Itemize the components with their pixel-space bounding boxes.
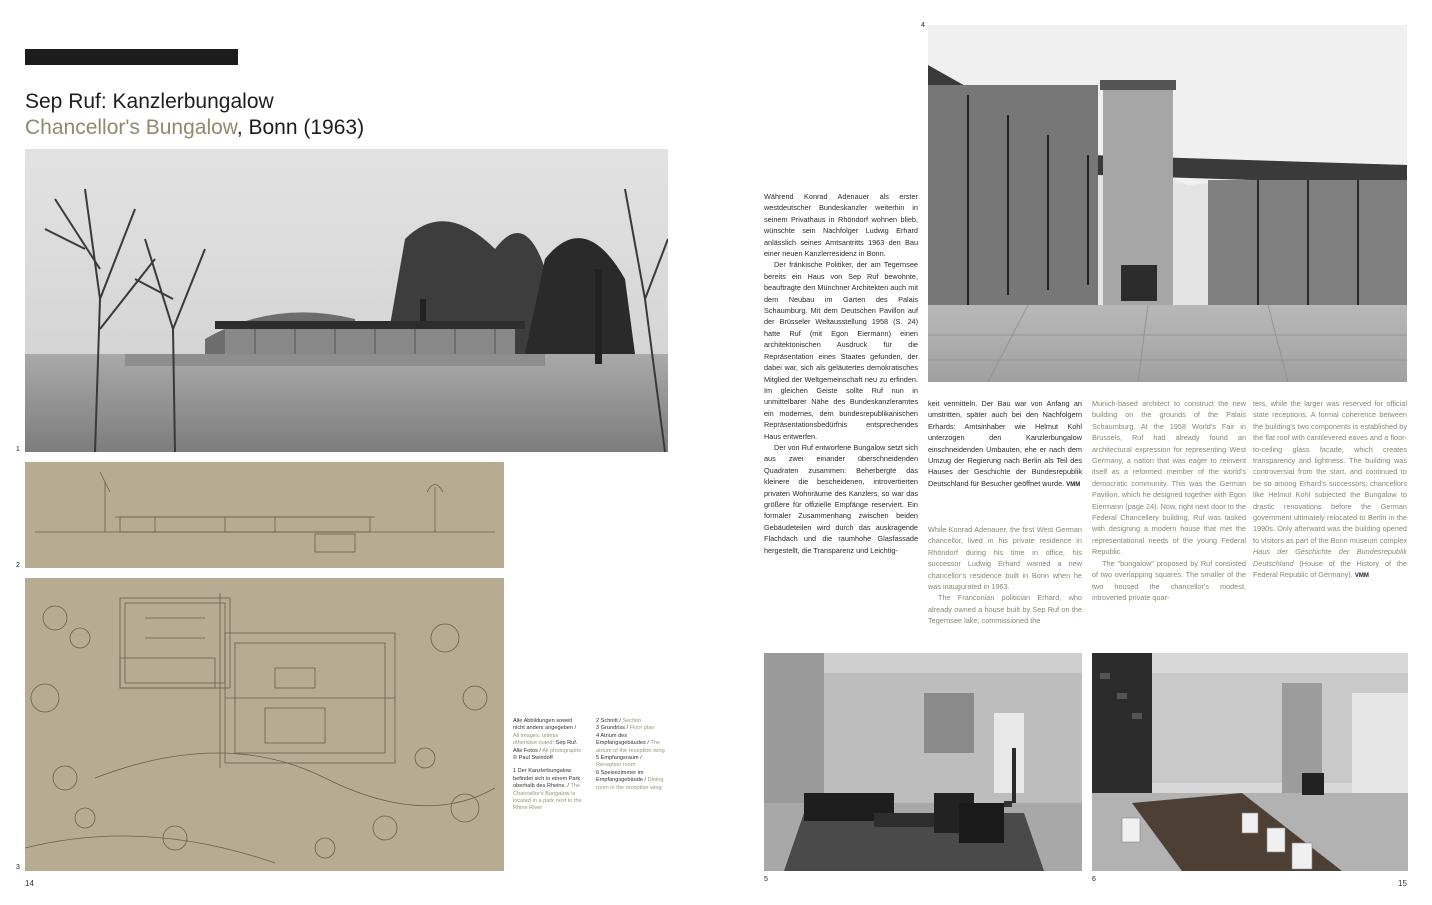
page-number-right: 15 — [1398, 879, 1407, 888]
caption-5-de: 5 Empfangsraum / — [596, 755, 642, 762]
credits-en: All images, unless otherwise noted: — [513, 732, 559, 747]
paragraph-en-2: The Franconian politician Erhard, who already owned a house built by Sep Ruf on the Tegernsee lake, commissioned the — [928, 593, 1082, 626]
caption-credits — [513, 718, 583, 813]
figure-number-2: 2 — [16, 562, 20, 569]
paragraph-de-1: Während Konrad Adenauer als erster westdeutscher Bundeskanzler weiterhin in seinem Privathaus in Rhöndorf wohnen blieb, wünschte sein Nachfolger Ludwig Erhard anlässlich seines Amtsantritts 1963 den Bau einer neuen Kanzlerresidenz in Bonn. — [764, 192, 918, 259]
caption-4-en: The atrium of the reception wing — [596, 740, 665, 754]
paragraph-en-5 — [1253, 398, 1407, 583]
caption-list — [596, 718, 666, 792]
floor-plan-drawing — [25, 578, 504, 871]
paragraph-de-2: Der fränkische Politiker, der am Tegernsee bereits ein Haus von Sep Ruf bewohnte, beauftragte den Münchner Architekten auch mit dem Neubau im Garten des Palais Schaumburg. Mit dem Deutschen Pavillon auf der Brüsseler Weltausstellung 1958 (S. 24) hatte Ruf (mit Egon Eiermann) einen architektonischen Ausdruck für die Repräsentation eines Staates gefunden, der dabei war, sich als geläutertes demokratisches Mitglied der Weltgemeinschaft neu zu erfinden. Im gleichen Geiste sollte Ruf nun in unmittelbarer Nähe des Bundeskanzleramtes ein modernes, dem bundesrepublikanischen Repräsentationsbedürfnis entsprechendes Haus entwerfen. — [764, 260, 918, 441]
body-english-col1 — [928, 524, 1082, 627]
photo-exterior-park — [25, 149, 668, 452]
figure-number-4: 4 — [921, 22, 925, 29]
paragraph-en-5-end: (House of the History of the Federal Republic of Germany). — [1253, 558, 1407, 580]
body-english-col2 — [1092, 398, 1246, 603]
caption-5-en: Reception room — [596, 762, 636, 769]
photo-reception-room — [764, 653, 1082, 871]
figure-number-5: 5 — [764, 876, 768, 883]
figure-number-6: 6 — [1092, 876, 1096, 883]
paragraph-de-4 — [928, 398, 1082, 491]
title-english-name: Chancellor's Bungalow — [25, 116, 237, 139]
section-drawing — [25, 462, 504, 568]
title-german: Sep Ruf: Kanzlerbungalow — [25, 90, 274, 113]
caption-2-de: 2 Schnitt / — [596, 718, 621, 724]
caption-1-en: The Chancellor's Bungalow is located in a park next to the Rhine River — [513, 783, 582, 812]
caption-3-en: Floor plan — [629, 725, 655, 732]
credits-de: Alle Abbildungen soweit nicht anders angegeben / — [513, 718, 577, 732]
credits-en-2: All photographs — [542, 747, 582, 754]
title-location-year: , Bonn (1963) — [236, 116, 365, 139]
author-signature-de: VMM — [1066, 481, 1081, 488]
body-german-col2 — [928, 398, 1082, 491]
body-german-col1 — [764, 191, 918, 556]
museum-name: Haus der Geschichte der Bundesrepublik Deutschland — [1253, 547, 1407, 568]
figure-number-3: 3 — [16, 864, 20, 871]
caption-4-de: 4 Atrium des Empfangsgebäudes / — [596, 732, 649, 747]
photo-atrium — [928, 25, 1407, 382]
body-english-col3 — [1253, 398, 1407, 583]
page-number-left: 14 — [25, 879, 34, 888]
photo-dining-room — [1092, 653, 1408, 871]
caption-2-en: Section — [622, 718, 642, 724]
caption-1-de: 1 Der Kanzlerbungalow befindet sich in einem Park oberhalb des Rheins. / — [513, 768, 581, 790]
paragraph-en-3: Munich-based architect to construct the new building on the grounds of the Palais Schaumburg. At the 1958 World's Fair in Brussels, Ruf had already found an architectural expression for representing West Germany, a nation that was eager to reinvent itself as a reformed member of the world's democratic community. This was the German Pavilion, which he designed together with Egon Eiermann (page 24). Now, right next door to the Federal Chancellery building, Ruf was tasked with designing a modern house that met the representational needs of the young Federal Republic. — [1092, 399, 1246, 557]
paragraph-de-4-text: keit vermitteln. Der Bau war von Anfang an umstritten, später auch bei den Nachfolgern Erhards: Amtsinhaber wie Helmut Kohl unterzogen den Kanzlerbungalow einschneidenden Umbauten, ehe er nach dem Umzug der Regierung nach Berlin als Teil des Hauses der Geschichte der Bundesrepublik Deutschland für Besucher geöffnet wurde. — [928, 399, 1082, 488]
paragraph-de-3: Der von Ruf entworfene Bungalow setzt sich aus zwei einander überschneidenden Quadraten zusammen: Beherbergte das kleinere die bescheidenen, introvertierten privaten Wohnräume des Kanzlers, so war das größere für offizielle Empfänge reserviert. Ein formaler Zusammenhang zwischen beiden Gebäudeteilen wird durch das auskragende Flachdach und die raumhohe Glasfassade hergestellt, die Transparenz und Leichtig- — [764, 442, 918, 555]
paragraph-en-5-text: ters, while the larger was reserved for official state receptions. A formal coherence between the building's two components is established by the flat roof with cantilevered eaves and a floor-to-ceiling glass facade, which creates transparency and lightness. The building was controversial from the start, and continued to be so among Erhard's successors; chancellors like Helmut Kohl subjected the Bungalow to drastic renovations before the German government ultimately relocated to Berlin in the 1990s. Only afterward was the building opened to visitors as part of the Bonn museum complex — [1253, 399, 1407, 545]
figure-number-1: 1 — [16, 446, 20, 453]
credits-de-2: Sep Ruf. Alle Fotos / — [513, 740, 578, 754]
credits-photographer: © Paul Swiridoff — [513, 755, 553, 762]
paragraph-en-4: The "bungalow" proposed by Ruf consisted of two overlapping squares. The smaller of the two housed the chancellor's modest, introverted private quar- — [1092, 558, 1246, 602]
title-english — [25, 116, 364, 140]
caption-6-de: 6 Speisezimmer im Empfangsgebäude / — [596, 769, 647, 784]
author-signature-en: VMM — [1354, 573, 1369, 580]
paragraph-en-1: While Konrad Adenauer, the first West German chancellor, lived in his private residence in Rhöndorf during his time in office, his successor Ludwig Erhard wanted a new chancellor's residence built in Bonn when he was inaugurated in 1963. — [928, 525, 1082, 592]
caption-6-en: Dining room in the reception wing — [596, 777, 664, 791]
caption-3-de: 3 Grundriss / — [596, 725, 629, 732]
header-bar — [25, 49, 238, 65]
